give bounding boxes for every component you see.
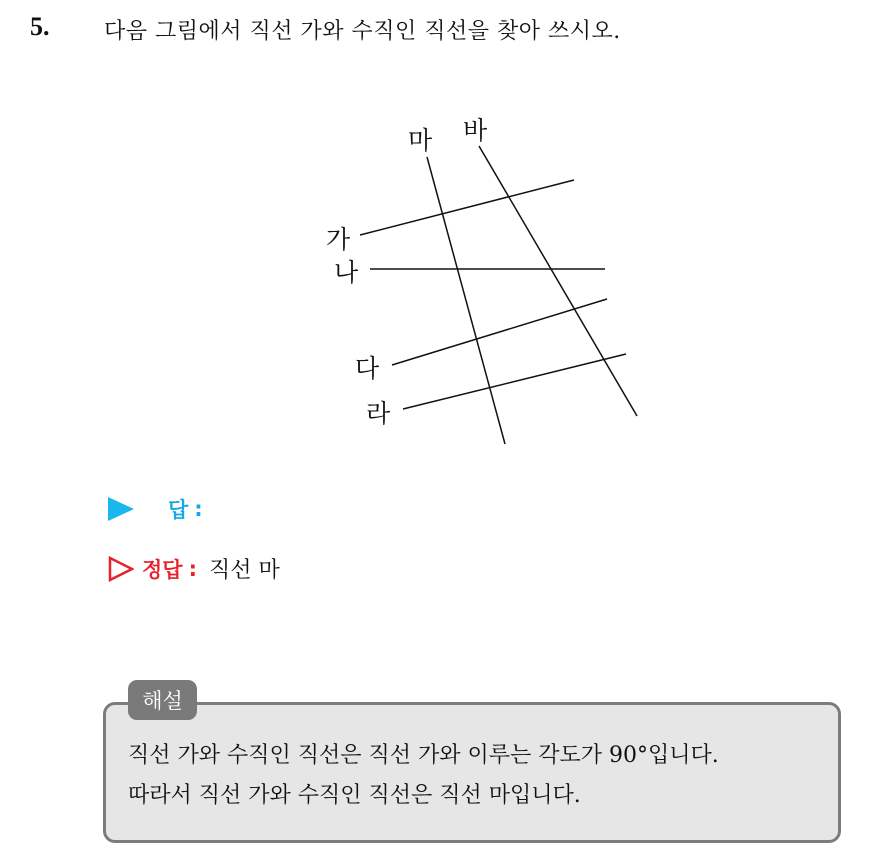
label-ra: 라 bbox=[366, 399, 391, 428]
label-ga: 가 bbox=[326, 225, 351, 254]
question-number: 5. bbox=[30, 12, 50, 41]
line-ra bbox=[403, 354, 626, 409]
answer-colon: : bbox=[194, 497, 203, 521]
question-text: 다음 그림에서 직선 가와 수직인 직선을 찾아 쓰시오. bbox=[104, 19, 621, 44]
correct-answer-colon: : bbox=[188, 556, 197, 581]
explanation-box bbox=[103, 702, 841, 843]
correct-answer-row bbox=[108, 553, 280, 584]
label-da: 다 bbox=[355, 354, 380, 383]
filled-triangle-icon bbox=[108, 497, 134, 521]
line-ba bbox=[479, 146, 637, 416]
outline-triangle-icon bbox=[108, 556, 134, 582]
explanation-line-1: 직선 가와 수직인 직선은 직선 가와 이루는 각도가 90°입니다. bbox=[128, 743, 719, 768]
correct-answer-value: 직선 마 bbox=[208, 558, 280, 583]
explanation-tag: 해설 bbox=[128, 680, 197, 720]
label-na: 나 bbox=[334, 258, 359, 287]
label-ba: 바 bbox=[463, 116, 488, 145]
answer-row bbox=[108, 494, 203, 524]
line-ga bbox=[360, 180, 574, 235]
explanation-line-2: 따라서 직선 가와 수직인 직선은 직선 마입니다. bbox=[128, 783, 581, 808]
answer-label: 답 bbox=[168, 498, 189, 522]
correct-answer-label: 정답 bbox=[142, 557, 183, 582]
label-ma: 마 bbox=[408, 126, 433, 155]
